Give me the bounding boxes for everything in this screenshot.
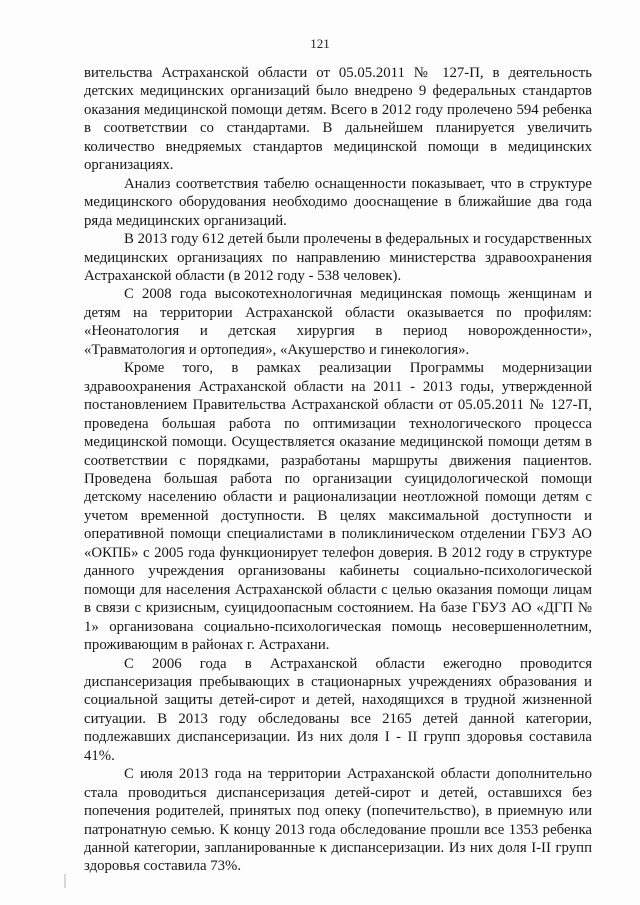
document-body — [84, 64, 592, 876]
page-number: 121 — [310, 36, 330, 51]
paragraph-equipment-analysis: Анализ соответствия табелю оснащенности показывает, что в структуре медицинского оборудования необходимо дооснащение в ближайшие два года ряда медицинских организаций. — [84, 175, 592, 229]
paragraph-dispensary-2013: С июля 2013 года на территории Астраханской области дополнительно стала проводиться диспансеризация детей-сирот и детей, оставшихся без попечения родителей, принятых под опеку (попечительство), в приемную или патронатную семью. К концу 2013 года обследование прошли все 1353 ребенка данной категории, запланированные к диспансеризации. Из них доля I-II групп здоровья составила 73%. — [84, 766, 592, 875]
paragraph-modernization-program: Кроме того, в рамках реализации Программы модернизации здравоохранения Астраханской области на 2011 - 2013 годы, утвержденной постановлением Правительства Астраханской области от 05.05.2011 № 127-П, проведена большая работа по оптимизации технологического процесса медицинской помощи. Осуществляется оказание медицинской помощи детям в соответствии с порядками, разработаны маршруты движения пациентов. Проведена большая работа по организации суицидологической помощи детскому населению области и рационализации неотложной помощи детям с учетом временной доступности. В целях максимальной доступности и оперативной помощи специалистами в поликлиническом отделении ГБУЗ АО «ОКПБ» с 2005 года функционирует телефон доверия. В 2012 году в структуре данного учреждения организованы кабинеты социально-психологической помощи для населения Астраханской области с целью оказания помощи лицам в связи с кризисным, суицидоопасным состоянием. На базе ГБУЗ АО «ДГП № 1» организована социально-психологическая помощь несовершеннолетним, проживающим в районах г. Астрахани. — [84, 360, 592, 654]
paragraph-continuation: вительства Астраханской области от 05.05.2011 № 127-П, в деятельность детских медицинских организаций было внедрено 9 федеральных стандартов оказания медицинской помощи детям. Всего в 2012 году пролечено 594 ребенка в соответствии со стандартами. В дальнейшем планируется увеличить количество внедряемых стандартов медицинской помощи в медицинских организациях. — [84, 65, 592, 174]
paragraph-high-tech-care: С 2008 года высокотехнологичная медицинская помощь женщинам и детям на территории Астраханской области оказывается по профилям: «Неонатология и детская хирургия в период новорожденности», «Травматология и ортопедия», «Акушерство и гинекология». — [84, 286, 592, 358]
paragraph-federal-treatment: В 2013 году 612 детей были пролечены в федеральных и государственных медицинских организациях по направлению министерства здравоохранения Астраханской области (в 2012 году - 538 человек). — [84, 231, 592, 284]
scan-margin-mark — [64, 874, 66, 888]
paragraph-dispensary-2006: С 2006 года в Астраханской области ежегодно проводится диспансеризация пребывающих в стационарных учреждениях образования и социальной защиты детей-сирот и детей, находящихся в трудной жизненной ситуации. В 2013 году обследованы все 2165 детей данной категории, подлежавших диспансеризации. Из них доля I - II групп здоровья составила 41%. — [84, 655, 592, 764]
